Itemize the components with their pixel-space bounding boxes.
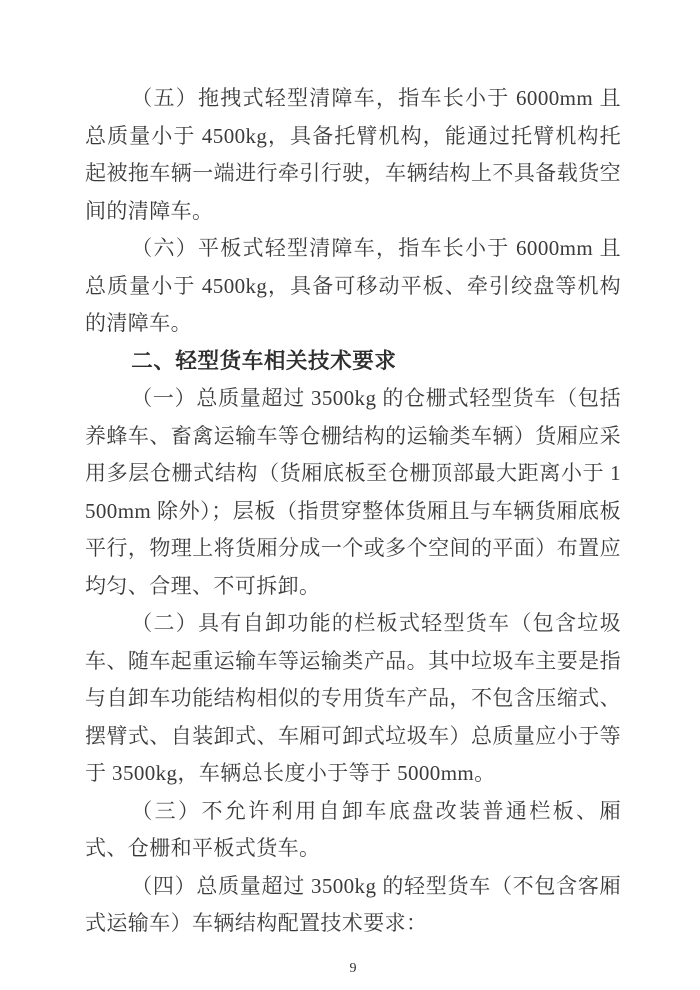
- paragraph-item-6: （六）平板式轻型清障车，指车长小于 6000mm 且总质量小于 4500kg，具备可移动平板、牵引绞盘等机构的清障车。: [85, 236, 621, 335]
- paragraph-item-5: （五）拖拽式轻型清障车，指车长小于 6000mm 且总质量小于 4500kg，具备托臂机构，能通过托臂机构托起被拖车辆一端进行牵引行驶，车辆结构上不具备载货空间的清障车。: [85, 86, 621, 223]
- paragraph-item-3: （三）不允许利用自卸车底盘改装普通栏板、厢式、仓栅和平板式货车。: [85, 798, 621, 860]
- page-number: 9: [349, 960, 357, 976]
- paragraph-item-4: （四）总质量超过 3500kg 的轻型货车（不包含客厢式运输车）车辆结构配置技术要求：: [85, 873, 621, 935]
- paragraph-item-1: （一）总质量超过 3500kg 的仓栅式轻型货车（包括养蜂车、畜禽运输车等仓栅结构的运输类车辆）货厢应采用多层仓栅式结构（货厢底板至仓栅顶部最大距离小于 1500mm 除外）；层板（指贯穿整体货厢且与车辆货厢底板平行，物理上将货厢分成一个或多个空间的平面）布置应均匀、合理、不可拆卸。: [85, 386, 621, 598]
- paragraph-item-2: （二）具有自卸功能的栏板式轻型货车（包含垃圾车、随车起重运输车等运输类产品。其中垃圾车主要是指与自卸车功能结构相似的专用货车产品，不包含压缩式、摆臂式、自装卸式、车厢可卸式垃圾车）总质量应小于等于 3500kg，车辆总长度小于等于 5000mm。: [85, 611, 621, 785]
- section-heading-light-truck-requirements: 二、轻型货车相关技术要求: [131, 348, 397, 373]
